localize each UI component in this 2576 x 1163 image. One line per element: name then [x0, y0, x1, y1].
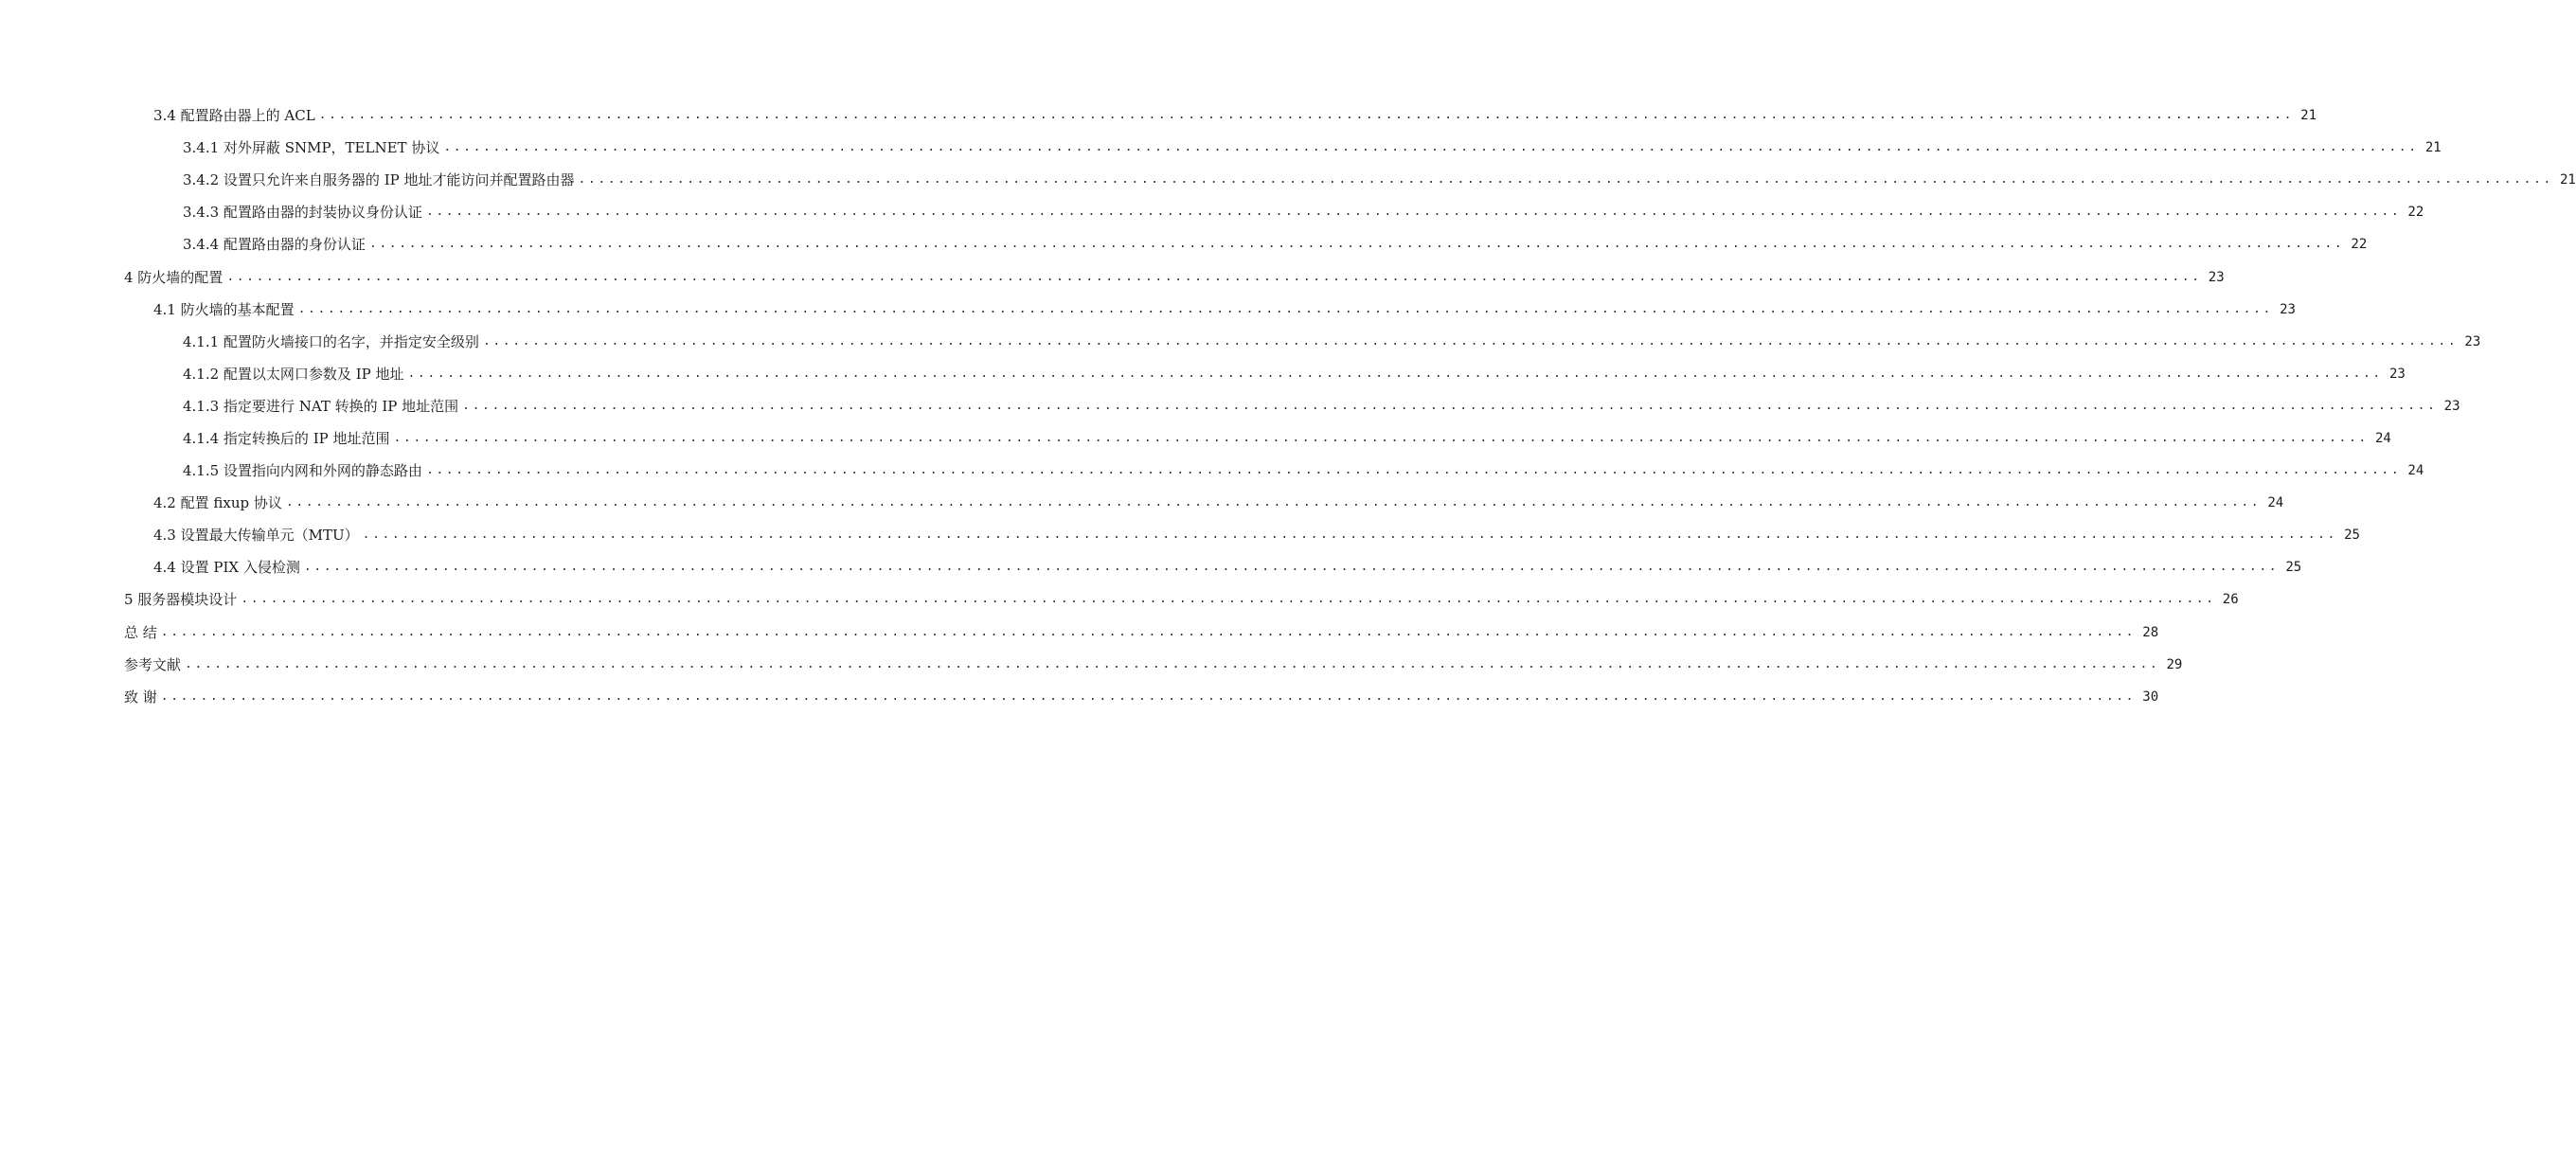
- toc-dot-leader: ........................................................................................................................................................................................................: [393, 430, 2369, 445]
- toc-entry[interactable]: [124, 681, 2159, 713]
- toc-entry-title: 参考文献: [124, 649, 185, 681]
- toc-entry-page: 21: [2424, 140, 2442, 156]
- toc-entry-title: 5 服务器模块设计: [124, 583, 241, 616]
- toc-entry-title: 4.1.3 指定要进行 NAT 转换的 IP 地址范围: [183, 390, 462, 422]
- toc-entry-page: 23: [2464, 333, 2481, 349]
- toc-entry-title: 总 结: [124, 617, 161, 649]
- toc-dot-leader: ........................................................................................................................................................................................................: [160, 689, 2137, 704]
- toc-dot-leader: ........................................................................................................................................................................................................: [578, 172, 2553, 188]
- toc-dot-leader: ........................................................................................................................................................................................................: [185, 656, 2160, 671]
- toc-entry-title: 4.2 配置 fixup 协议: [153, 487, 286, 519]
- toc-entry-title: 4.1.2 配置以太网口参数及 IP 地址: [183, 358, 408, 390]
- toc-entry-title: 4.1.4 指定转换后的 IP 地址范围: [183, 422, 394, 455]
- toc-dot-leader: ........................................................................................................................................................................................................: [303, 560, 2280, 575]
- toc-entry[interactable]: [183, 132, 2442, 164]
- toc-entry-page: 25: [2285, 560, 2302, 576]
- toc-entry[interactable]: [183, 390, 2460, 422]
- toc-entry[interactable]: [183, 326, 2481, 358]
- toc-entry-title: 4.1.5 设置指向内网和外网的静态路由: [183, 455, 426, 487]
- toc-dot-leader: ........................................................................................................................................................................................................: [285, 495, 2262, 510]
- toc-entry-page: 23: [2388, 366, 2406, 382]
- toc-dot-leader: ........................................................................................................................................................................................................: [425, 463, 2402, 478]
- toc-entry[interactable]: [183, 422, 2391, 455]
- toc-entry-title: 4.1 防火墙的基本配置: [153, 294, 298, 326]
- toc-entry-page: 28: [2142, 624, 2159, 640]
- toc-dot-leader: ........................................................................................................................................................................................................: [362, 528, 2337, 543]
- toc-dot-leader: ........................................................................................................................................................................................................: [425, 205, 2402, 220]
- toc-entry-page: 24: [2267, 495, 2284, 511]
- toc-entry-page: 24: [2407, 463, 2424, 479]
- toc-entry[interactable]: [124, 583, 2239, 616]
- toc-entry[interactable]: [153, 519, 2360, 551]
- toc-entry[interactable]: [124, 649, 2183, 681]
- toc-dot-leader: ........................................................................................................................................................................................................: [297, 301, 2273, 316]
- toc-entry-page: 30: [2142, 689, 2159, 705]
- toc-dot-leader: ........................................................................................................................................................................................................: [368, 237, 2345, 252]
- table-of-contents: [0, 99, 2576, 713]
- toc-entry-page: 26: [2222, 592, 2239, 608]
- toc-entry-page: 22: [2351, 237, 2368, 253]
- toc-entry-title: 3.4.1 对外屏蔽 SNMP，TELNET 协议: [183, 132, 443, 164]
- toc-entry[interactable]: [153, 551, 2302, 583]
- toc-entry-title: 4.4 设置 PIX 入侵检测: [153, 551, 304, 583]
- toc-entry[interactable]: [153, 294, 2296, 326]
- toc-entry-page: 23: [2280, 301, 2296, 317]
- toc-dot-leader: ........................................................................................................................................................................................................: [443, 140, 2419, 155]
- toc-entry[interactable]: [183, 164, 2576, 196]
- toc-entry-title: 3.4.4 配置路由器的身份认证: [183, 228, 369, 260]
- toc-dot-leader: ........................................................................................................................................................................................................: [160, 624, 2137, 639]
- toc-entry-page: 21: [2559, 172, 2576, 188]
- toc-entry-page: 23: [2443, 398, 2460, 414]
- toc-entry[interactable]: [124, 260, 2225, 293]
- toc-entry[interactable]: [183, 196, 2424, 228]
- toc-entry-page: 21: [2300, 108, 2317, 124]
- toc-entry-page: 23: [2208, 269, 2225, 285]
- toc-dot-leader: ........................................................................................................................................................................................................: [462, 398, 2438, 413]
- toc-entry-page: 24: [2374, 430, 2391, 446]
- toc-entry-title: 4 防火墙的配置: [124, 261, 226, 294]
- toc-entry[interactable]: [124, 617, 2159, 649]
- toc-entry-title: 致 谢: [124, 681, 161, 713]
- toc-entry-title: 3.4 配置路由器上的 ACL: [153, 99, 319, 132]
- toc-entry-title: 4.1.1 配置防火墙接口的名字，并指定安全级别: [183, 326, 483, 358]
- toc-dot-leader: ........................................................................................................................................................................................................: [318, 108, 2295, 123]
- toc-entry[interactable]: [183, 455, 2424, 487]
- toc-dot-leader: ........................................................................................................................................................................................................: [407, 366, 2383, 381]
- toc-dot-leader: ........................................................................................................................................................................................................: [482, 333, 2459, 349]
- toc-entry[interactable]: [153, 99, 2317, 132]
- toc-entry-title: 4.3 设置最大传输单元（MTU）: [153, 519, 363, 551]
- toc-entry-page: 29: [2166, 656, 2183, 672]
- toc-entry[interactable]: [183, 358, 2406, 390]
- toc-dot-leader: ........................................................................................................................................................................................................: [241, 592, 2216, 607]
- toc-entry-page: 22: [2407, 205, 2424, 221]
- toc-entry[interactable]: [183, 228, 2368, 260]
- toc-entry-title: 3.4.3 配置路由器的封装协议身份认证: [183, 196, 426, 228]
- toc-entry-page: 25: [2344, 528, 2360, 544]
- toc-dot-leader: ........................................................................................................................................................................................................: [226, 269, 2202, 284]
- toc-entry[interactable]: [153, 487, 2284, 519]
- toc-entry-title: 3.4.2 设置只允许来自服务器的 IP 地址才能访问并配置路由器: [183, 164, 579, 196]
